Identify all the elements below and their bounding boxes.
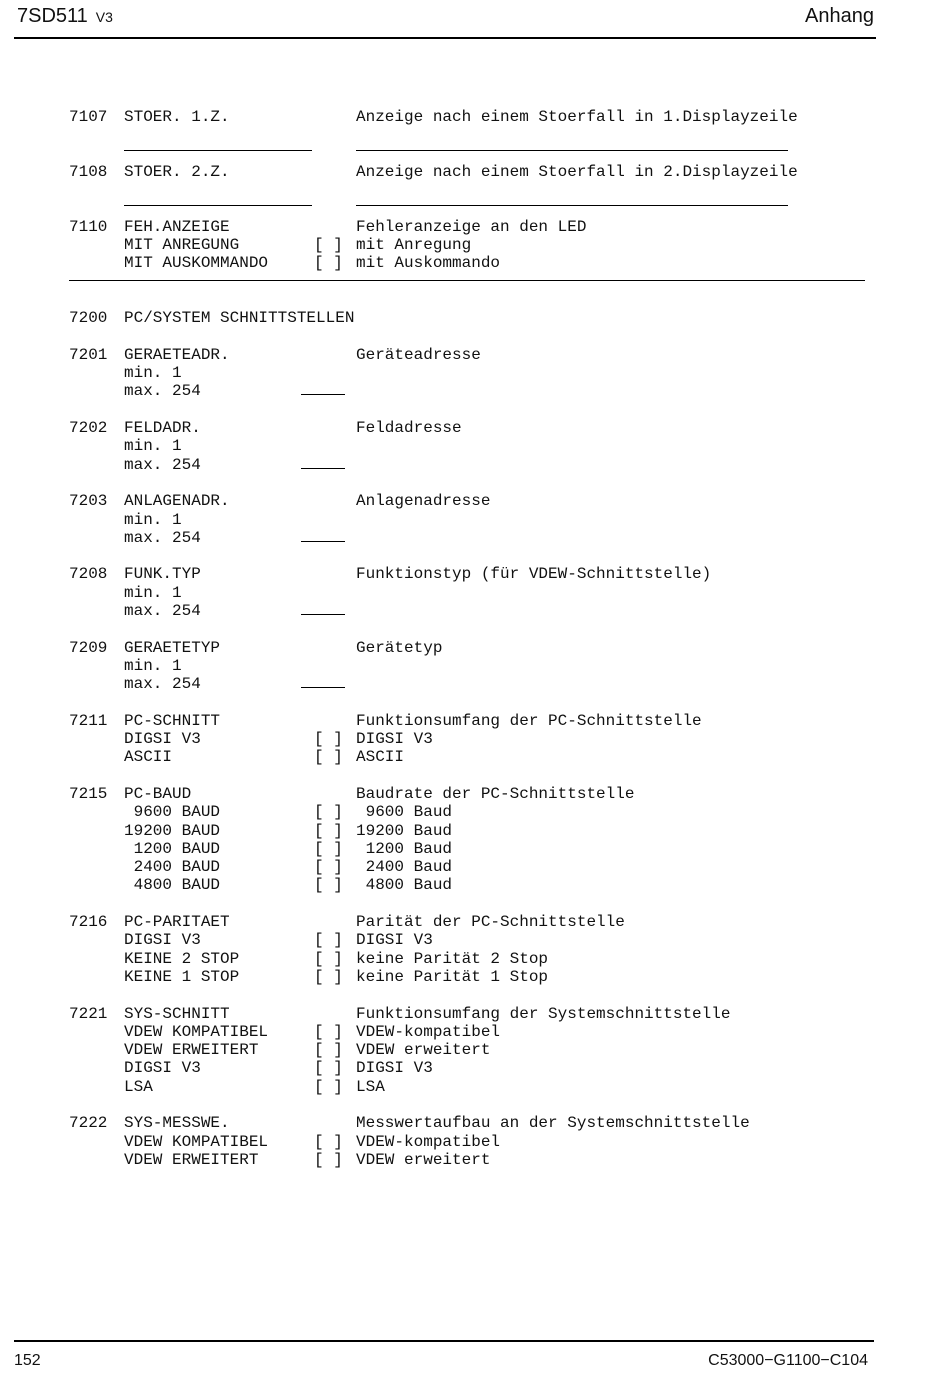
header-rule [14, 37, 876, 39]
parameter-entry [69, 218, 879, 273]
parameter-description: Anzeige nach einem Stoerfall in 1.Displayzeile [356, 108, 798, 126]
option-checkbox: [ ] [314, 1059, 343, 1078]
parameter-name: SYS-SCHNITT [124, 1004, 230, 1023]
range-max: max. 254 [124, 602, 201, 621]
listing-line [69, 822, 879, 840]
option-description: VDEW erweitert [356, 1041, 491, 1060]
range-min: min. 1 [124, 656, 182, 675]
header-model [17, 5, 113, 28]
section-address: 7200 [69, 309, 108, 328]
listing-line [69, 913, 879, 931]
option-checkbox: [ ] [314, 1022, 343, 1041]
text-underline [356, 205, 788, 206]
listing-line [69, 712, 879, 730]
listing-line [69, 218, 879, 236]
option-checkbox: [ ] [314, 839, 343, 858]
listing-line [69, 1151, 879, 1169]
listing-line [69, 748, 879, 766]
section-heading [69, 309, 879, 327]
option-value: ASCII [124, 748, 173, 767]
option-value: 1200 BAUD [124, 839, 221, 858]
option-description: DIGSI V3 [356, 931, 433, 950]
option-checkbox: [ ] [314, 858, 343, 877]
parameter-description: Baudrate der PC-Schnittstelle [356, 784, 635, 803]
option-checkbox: [ ] [314, 1041, 343, 1060]
listing-line [69, 1133, 879, 1151]
parameter-entry [69, 1114, 879, 1169]
range-min: min. 1 [124, 583, 182, 602]
parameter-address: 7209 [69, 638, 108, 657]
parameter-description: Funktionstyp (für VDEW-Schnittstelle) [356, 565, 712, 584]
listing-line [69, 785, 879, 803]
listing-line [69, 639, 879, 657]
option-value: MIT ANREGUNG [124, 236, 240, 255]
input-underlines [69, 181, 879, 218]
option-description: DIGSI V3 [356, 1059, 433, 1078]
parameter-address: 7108 [69, 162, 108, 181]
parameter-entry [69, 492, 879, 547]
listing-line [69, 437, 879, 455]
listing-line [69, 309, 879, 327]
listing-line [69, 346, 879, 364]
text-underline [356, 150, 788, 151]
parameter-address: 7215 [69, 784, 108, 803]
parameter-address: 7221 [69, 1004, 108, 1023]
footer-rule [14, 1340, 874, 1342]
listing-line [69, 968, 879, 986]
parameter-name: ANLAGENADR. [124, 492, 230, 511]
option-description: 19200 Baud [356, 821, 453, 840]
listing-line [69, 511, 879, 529]
listing-line [69, 364, 879, 382]
range-max: max. 254 [124, 675, 201, 694]
parameter-description: Feldadresse [356, 419, 462, 438]
parameter-name: FELDADR. [124, 419, 201, 438]
option-checkbox: [ ] [314, 931, 343, 950]
listing-line [69, 730, 879, 748]
listing-line [69, 803, 879, 821]
listing-line [69, 163, 879, 181]
option-value: VDEW KOMPATIBEL [124, 1022, 269, 1041]
listing-line [69, 1059, 879, 1077]
document-number: C53000−G1100−C104 [708, 1352, 868, 1369]
listing-line [69, 108, 879, 126]
parameter-address: 7107 [69, 108, 108, 126]
option-checkbox: [ ] [314, 949, 343, 968]
section-title: PC/SYSTEM SCHNITTSTELLEN [124, 309, 355, 328]
parameter-address: 7211 [69, 711, 108, 730]
parameter-entry [69, 163, 879, 218]
model-name: 7SD511 [17, 5, 88, 27]
parameter-description: Funktionsumfang der PC-Schnittstelle [356, 711, 702, 730]
option-description: 4800 Baud [356, 876, 453, 895]
parameter-description: Gerätetyp [356, 638, 443, 657]
parameter-name: GERAETEADR. [124, 345, 230, 364]
value-entry-line [301, 394, 345, 395]
option-checkbox: [ ] [314, 748, 343, 767]
range-max: max. 254 [124, 382, 201, 401]
parameter-name: PC-PARITAET [124, 913, 230, 932]
parameter-address: 7208 [69, 565, 108, 584]
option-value: DIGSI V3 [124, 730, 201, 749]
listing-line [69, 931, 879, 949]
range-max: max. 254 [124, 455, 201, 474]
option-value: KEINE 1 STOP [124, 967, 240, 986]
option-checkbox: [ ] [314, 730, 343, 749]
value-entry-line [301, 614, 345, 615]
option-checkbox: [ ] [314, 821, 343, 840]
parameter-name: STOER. 1.Z. [124, 108, 230, 126]
listing-line [69, 584, 879, 602]
listing-line [69, 1041, 879, 1059]
parameter-entry [69, 639, 879, 694]
listing-line [69, 254, 879, 272]
option-description: 1200 Baud [356, 839, 453, 858]
listing-line [69, 602, 879, 620]
listing-line [69, 456, 879, 474]
parameter-entry [69, 565, 879, 620]
listing-line [69, 565, 879, 583]
parameter-entry [69, 913, 879, 986]
listing-line [69, 492, 879, 510]
parameter-description: Geräteadresse [356, 345, 481, 364]
listing-line [69, 675, 879, 693]
parameter-address: 7202 [69, 419, 108, 438]
option-value: VDEW ERWEITERT [124, 1041, 259, 1060]
option-description: keine Parität 1 Stop [356, 967, 549, 986]
parameter-name: FEH.ANZEIGE [124, 217, 230, 236]
value-entry-line [301, 541, 345, 542]
option-checkbox: [ ] [314, 1132, 343, 1151]
parameter-entry [69, 785, 879, 895]
parameter-name: GERAETETYP [124, 638, 221, 657]
parameter-entry [69, 1005, 879, 1096]
listing-line [69, 840, 879, 858]
option-value: LSA [124, 1077, 153, 1096]
option-value: DIGSI V3 [124, 931, 201, 950]
option-description: 2400 Baud [356, 858, 453, 877]
value-entry-line [301, 687, 345, 688]
model-version: V3 [95, 9, 113, 25]
listing-line [69, 236, 879, 254]
value-underline [124, 150, 312, 151]
listing-line [69, 1114, 879, 1132]
listing-line [69, 876, 879, 894]
listing-line [69, 1005, 879, 1023]
listing-line [69, 382, 879, 400]
listing-line [69, 858, 879, 876]
option-value: 2400 BAUD [124, 858, 221, 877]
listing-line [69, 657, 879, 675]
option-value: VDEW ERWEITERT [124, 1150, 259, 1169]
parameter-description: Funktionsumfang der Systemschnittstelle [356, 1004, 731, 1023]
option-checkbox: [ ] [314, 236, 343, 255]
parameter-address: 7201 [69, 345, 108, 364]
option-value: VDEW KOMPATIBEL [124, 1132, 269, 1151]
option-checkbox: [ ] [314, 254, 343, 273]
option-checkbox: [ ] [314, 1077, 343, 1096]
parameter-entry [69, 346, 879, 401]
parameter-name: PC-BAUD [124, 784, 192, 803]
option-description: keine Parität 2 Stop [356, 949, 549, 968]
page-number: 152 [14, 1352, 41, 1369]
listing-line [69, 529, 879, 547]
parameter-description: Parität der PC-Schnittstelle [356, 913, 625, 932]
parameter-description: Messwertaufbau an der Systemschnittstelle [356, 1114, 750, 1133]
option-checkbox: [ ] [314, 967, 343, 986]
option-description: VDEW erweitert [356, 1150, 491, 1169]
option-value: 9600 BAUD [124, 803, 221, 822]
option-value: MIT AUSKOMMANDO [124, 254, 269, 273]
parameter-address: 7216 [69, 913, 108, 932]
section-separator [69, 273, 879, 310]
range-max: max. 254 [124, 528, 201, 547]
value-entry-line [301, 468, 345, 469]
listing-line [69, 419, 879, 437]
parameter-name: STOER. 2.Z. [124, 162, 230, 181]
header-chapter: Anhang [805, 5, 874, 27]
option-description: 9600 Baud [356, 803, 453, 822]
option-description: LSA [356, 1077, 385, 1096]
parameter-description: Anzeige nach einem Stoerfall in 2.Displayzeile [356, 162, 798, 181]
parameter-entry [69, 419, 879, 474]
parameter-description: Fehleranzeige an den LED [356, 217, 587, 236]
parameter-listing [69, 108, 879, 1188]
option-description: VDEW-kompatibel [356, 1022, 501, 1041]
listing-line [69, 950, 879, 968]
parameter-name: FUNK.TYP [124, 565, 201, 584]
option-value: DIGSI V3 [124, 1059, 201, 1078]
range-min: min. 1 [124, 510, 182, 529]
option-description: VDEW-kompatibel [356, 1132, 501, 1151]
range-min: min. 1 [124, 437, 182, 456]
listing-line [69, 1078, 879, 1096]
option-description: mit Anregung [356, 236, 472, 255]
listing-line [69, 1023, 879, 1041]
option-description: DIGSI V3 [356, 730, 433, 749]
parameter-address: 7203 [69, 492, 108, 511]
option-description: mit Auskommando [356, 254, 501, 273]
parameter-name: SYS-MESSWE. [124, 1114, 230, 1133]
option-checkbox: [ ] [314, 876, 343, 895]
option-description: ASCII [356, 748, 405, 767]
option-value: 4800 BAUD [124, 876, 221, 895]
parameter-address: 7110 [69, 217, 108, 236]
parameter-entry [69, 108, 879, 163]
input-underlines [69, 126, 879, 163]
option-checkbox: [ ] [314, 803, 343, 822]
option-value: 19200 BAUD [124, 821, 221, 840]
value-underline [124, 205, 312, 206]
range-min: min. 1 [124, 364, 182, 383]
option-checkbox: [ ] [314, 1150, 343, 1169]
parameter-description: Anlagenadresse [356, 492, 491, 511]
option-value: KEINE 2 STOP [124, 949, 240, 968]
parameter-name: PC-SCHNITT [124, 711, 221, 730]
parameter-address: 7222 [69, 1114, 108, 1133]
parameter-entry [69, 712, 879, 767]
